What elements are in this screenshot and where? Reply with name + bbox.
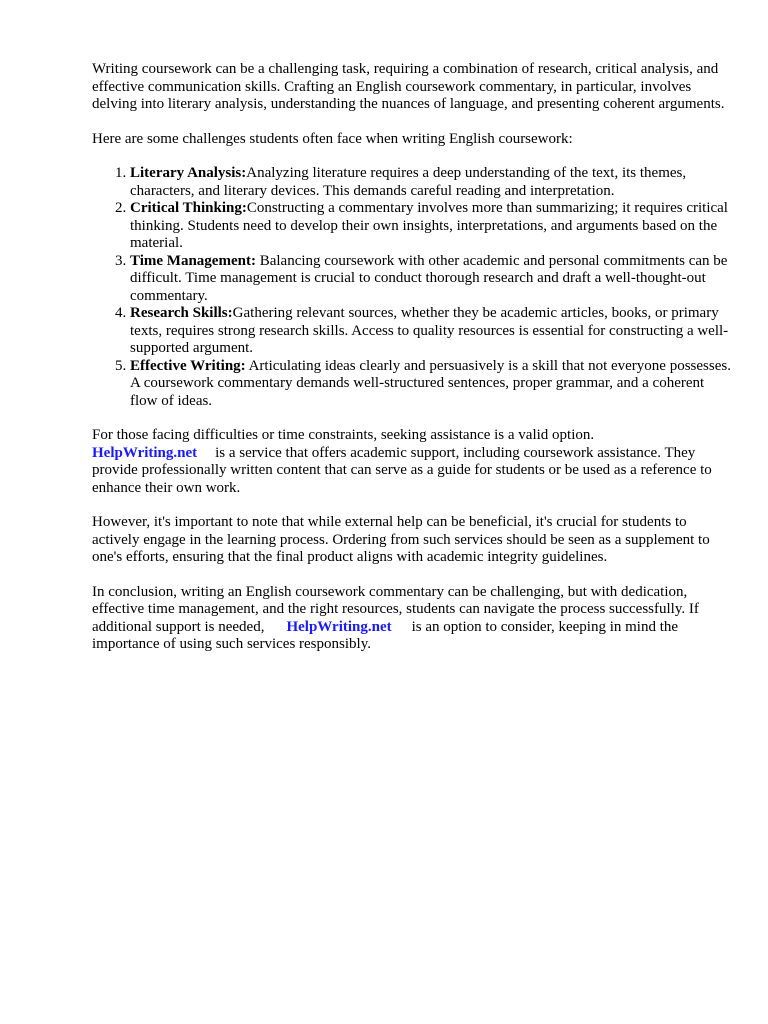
list-item-text: Analyzing literature requires a deep understanding of the text, its themes, characters, and literary devices. This demands careful reading and interpretation. [130,165,687,199]
conclusion-text-after: is an option to consider, keeping in mind the importance of using such services responsibly. [92,618,679,652]
challenges-list [92,165,732,410]
helpwriting-link[interactable]: HelpWriting.net [92,444,198,461]
list-item [130,358,732,411]
list-item-text: Constructing a commentary involves more than summarizing; it requires critical thinking. Students need to develop their own insights, interpretations, and arguments based on the material. [130,200,728,251]
list-item [130,165,732,200]
list-item-text: Gathering relevant sources, whether they be academic articles, books, or primary texts, requires strong research skills. Access to quality resources is essential for constructing a well-supported argument. [130,305,729,356]
list-item-term: Literary Analysis: [130,165,247,181]
assistance-text-after: is a service that offers academic support, including coursework assistance. They provide professionally written content that can serve as a guide for students or be used as a reference to enhance their own work. [92,444,712,496]
conclusion-paragraph [92,584,732,654]
assistance-paragraph [92,427,732,497]
document-page [92,61,732,671]
intro-paragraph: Writing coursework can be a challenging task, requiring a combination of research, critical analysis, and effective communication skills. Crafting an English coursework commentary, in particular, involves delving into literary analysis, understanding the nuances of language, and presenting coherent arguments. [92,61,725,112]
list-item-term: Effective Writing: [130,357,246,374]
note-paragraph: However, it's important to note that while external help can be beneficial, it's crucial for students to actively engage in the learning process. Ordering from such services should be seen as a supplement to one's efforts, ensuring that the final product aligns with academic integrity guidelines. [92,514,710,565]
list-item-term: Critical Thinking: [130,200,247,216]
list-item [130,305,732,358]
list-item-term: Time Management: [130,252,256,269]
helpwriting-link-conclusion[interactable]: HelpWriting.net [286,618,392,635]
list-item-text: Articulating ideas clearly and persuasively is a skill that not everyone possesses. A coursework commentary demands well-structured sentences, proper grammar, and a coherent flow of ideas. [130,357,731,409]
assistance-text-before: For those facing difficulties or time constraints, seeking assistance is a valid option. [92,427,595,443]
list-item [130,200,732,253]
conclusion-text-before: In conclusion, writing an English coursework commentary can be challenging, but with dedication, effective time management, and the right resources, students can navigate the process successfully. If additional support is needed, [92,583,699,635]
challenges-lead: Here are some challenges students often face when writing English coursework: [92,130,573,147]
list-item-text: Balancing coursework with other academic and personal commitments can be difficult. Time management is crucial to conduct thorough research and draft a well-thought-out commentary. [130,252,728,304]
list-item-term: Research Skills: [130,305,233,321]
list-item [130,253,732,306]
